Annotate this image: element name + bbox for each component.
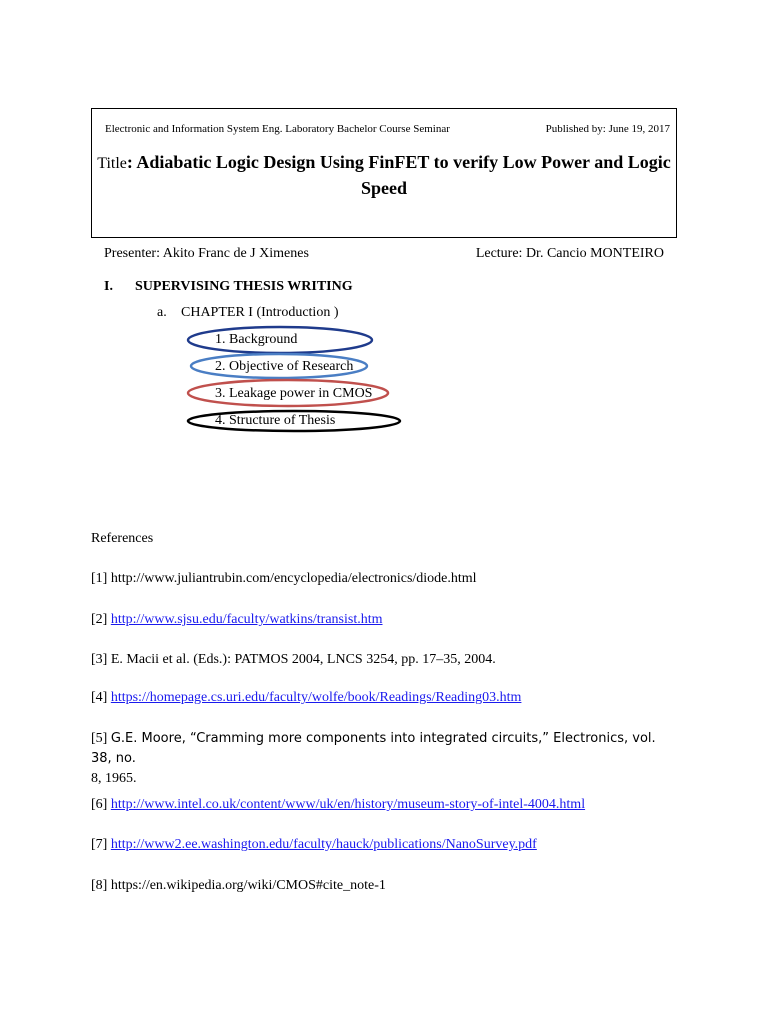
- reference-2: [91, 610, 383, 630]
- chapter-item-background: 1. Background: [215, 332, 298, 347]
- reference-6-link[interactable]: http://www.intel.co.uk/content/www/uk/en/history/museum-story-of-intel-4004.html: [110, 797, 586, 812]
- document-title: [92, 150, 676, 201]
- section-title: SUPERVISING THESIS WRITING: [135, 279, 353, 294]
- reference-2-prefix: [2]: [91, 612, 111, 627]
- reference-4-prefix: [4]: [91, 690, 111, 705]
- subsection-marker: a.: [157, 305, 167, 320]
- reference-6: [91, 795, 585, 815]
- reference-3-text: [3] E. Macii et al. (Eds.): PATMOS 2004, LNCS 3254, pp. 17–35, 2004.: [91, 652, 496, 667]
- reference-2-link[interactable]: http://www.sjsu.edu/faculty/watkins/transist.htm: [110, 612, 383, 627]
- chapter-item-leakage: 3. Leakage power in CMOS: [215, 386, 373, 401]
- reference-5-text: G.E. Moore, “Cramming more components into integrated circuits,” Electronics, vol. 38, no.: [91, 731, 656, 766]
- seminar-label: Electronic and Information System Eng. Laboratory Bachelor Course Seminar: [105, 123, 450, 135]
- reference-5: [91, 729, 677, 789]
- title-text: : Adiabatic Logic Design Using FinFET to verify Low Power and Logic Speed: [126, 152, 671, 198]
- reference-7-link[interactable]: http://www2.ee.washington.edu/faculty/hauck/publications/NanoSurvey.pdf: [110, 837, 537, 852]
- published-date: Published by: June 19, 2017: [545, 123, 670, 135]
- reference-5-tail: 8, 1965.: [91, 771, 137, 786]
- title-prefix: Title: [97, 155, 127, 172]
- reference-6-prefix: [6]: [91, 797, 111, 812]
- reference-4: [91, 688, 521, 708]
- reference-1-prefix: [1]: [91, 571, 111, 586]
- reference-8: [91, 876, 386, 896]
- lecturer: Lecture: Dr. Cancio MONTEIRO: [475, 246, 664, 261]
- reference-7: [91, 835, 537, 855]
- subsection-title: CHAPTER I (Introduction ): [181, 305, 339, 320]
- presenter: Presenter: Akito Franc de J Ximenes: [104, 246, 309, 261]
- reference-8-text: [8] https://en.wikipedia.org/wiki/CMOS#cite_note-1: [91, 878, 386, 893]
- reference-1-text: http://www.juliantrubin.com/encyclopedia/electronics/diode.html: [110, 571, 477, 586]
- reference-4-link[interactable]: https://homepage.cs.uri.edu/faculty/wolfe/book/Readings/Reading03.htm: [110, 690, 522, 705]
- reference-7-prefix: [7]: [91, 837, 111, 852]
- section-number: I.: [104, 279, 113, 294]
- chapter-item-objective: 2. Objective of Research: [215, 359, 354, 374]
- reference-3: [91, 650, 496, 670]
- chapter-item-structure: 4. Structure of Thesis: [215, 413, 336, 428]
- reference-5-prefix: [5]: [91, 731, 111, 746]
- references-heading: References: [91, 531, 154, 546]
- reference-1: [91, 569, 477, 589]
